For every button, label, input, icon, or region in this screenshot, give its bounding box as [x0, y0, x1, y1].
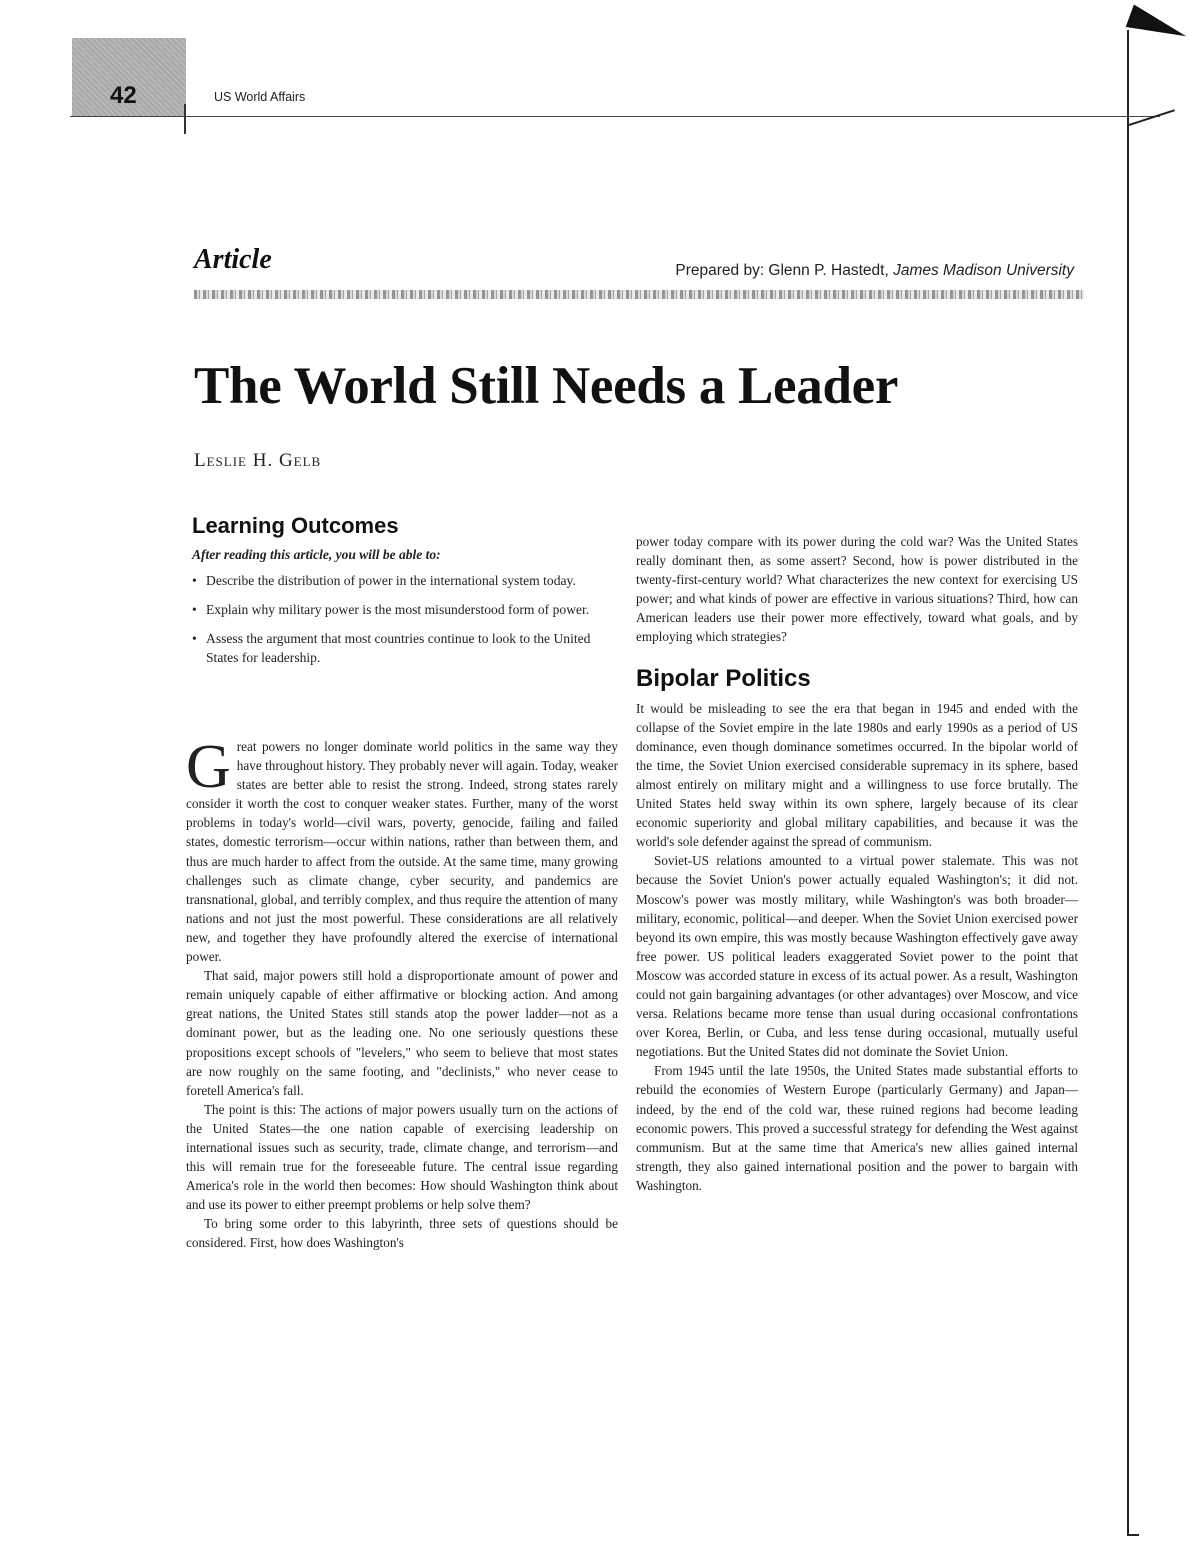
page-number: 42	[110, 82, 137, 109]
left-column	[186, 513, 618, 1253]
bullet-icon: •	[192, 631, 197, 646]
bullet-icon: •	[192, 602, 197, 617]
bullet-icon: •	[192, 573, 197, 588]
header-rule	[70, 116, 1160, 117]
bipolar-paragraph-2: Soviet-US relations amounted to a virtual power stalemate. This was not because the Soviet Union's power actually equaled Washington's; it did not. Moscow's power was mostly military, while Washington's was both broader—military, economic, political—and deeper. When the Soviet Union exercised power beyond its own empire, this was mostly because Washington effectively gave away free power. US political leaders exaggerated Soviet power to the point that Moscow was accorded stature in excess of its actual power. As a result, Washington could not gain bargaining advantages (or other advantages) over Moscow, and vice versa. Relations became more tense than usual during occasional confrontations over Korea, Berlin, or Cuba, and less tense during occasional, mutually useful negotiations. But the United States did not dominate the Soviet Union.	[636, 853, 1078, 1060]
body-paragraph-4-continued: power today compare with its power during the cold war? Was the United States really dominant then, as some assert? Second, how is power distributed in the twenty-first-century world? What characterizes the new context for exercising US power; and what kinds of power are effective in various situations? Third, how can American leaders use their power more effectively, toward what goals, and by employing which strategies?	[636, 534, 1078, 645]
prepared-by-institution: James Madison University	[893, 262, 1074, 279]
header-tick	[184, 104, 186, 134]
learning-outcomes-list	[186, 571, 618, 667]
body-paragraph-2: That said, major powers still hold a disproportionate amount of power and remain uniquely capable of either affirmative or blocking action. And among great nations, the United States still stands atop the power ladder—not as a dominant power, but as the leading one. No one seriously questions these propositions except schools of "levelers," who seem to believe that most states are now roughly on the same footing, and "declinists," who never cease to foretell America's fall.	[186, 968, 618, 1098]
body-paragraph-3: The point is this: The actions of major powers usually turn on the actions of the United States—the one nation capable of exercising leadership on international issues such as security, trade, climate change, and terrorism—and this will remain true for the foreseeable future. The central issue regarding America's role in the world then becomes: How should Washington think about and use its power to either preempt problems or help solve them?	[186, 1101, 618, 1213]
list-item-text: Explain why military power is the most misunderstood form of power.	[206, 602, 590, 617]
article-label: Article	[194, 244, 272, 275]
corner-mark-icon	[1126, 4, 1191, 47]
page-edge-diagonal	[1129, 109, 1175, 126]
bipolar-paragraph-3: From 1945 until the late 1950s, the United States made substantial efforts to rebuild the economies of Western Europe (particularly Germany) and Japan—indeed, by the end of the cold war, these ruined regions had become leading economic powers. This proved a successful strategy for defending the West against communism. But at the same time that America's new allies gained internal strength, they also gained international position and the power to bargain with Washington.	[636, 1063, 1078, 1193]
page-title: The World Still Needs a Leader	[194, 357, 899, 415]
body-paragraph-1-text: reat powers no longer dominate world politics in the same way they have throughout history. They probably never will again. Today, weaker states are better able to resist the strong. Indeed, strong states rarely consider it worth the cost to conquer weaker states. Further, many of the worst problems in today's world—civil wars, poverty, genocide, failing and failed states, domestic terrorism—occur within nations, rather than between them, and thus are much harder to affect from the outside. At the same time, many growing challenges such as climate change, cyber security, and pandemics are transnational, global, and terribly complex, and thus require the attention of many nations and not just the most powerful. These considerations are all relatively new, and together they have profoundly altered the exercise of international power.	[186, 739, 618, 965]
prepared-by	[675, 262, 1074, 280]
page-edge-line	[1127, 30, 1129, 1535]
learning-outcomes-title: Learning Outcomes	[192, 513, 399, 538]
author-byline: Leslie H. Gelb	[194, 450, 322, 471]
list-item	[192, 571, 618, 590]
bipolar-politics-title: Bipolar Politics	[636, 664, 811, 692]
list-item	[192, 629, 618, 667]
page-edge-foot	[1127, 1534, 1139, 1536]
body-paragraph-1	[186, 733, 618, 966]
body-paragraph-4: To bring some order to this labyrinth, three sets of questions should be considered. First, how does Washington's	[186, 1216, 618, 1251]
drop-cap: G	[186, 733, 231, 801]
running-head: US World Affairs	[214, 90, 306, 104]
list-item-text: Assess the argument that most countries continue to look to the United States for leadership.	[206, 631, 591, 665]
list-item	[192, 600, 618, 619]
list-item-text: Describe the distribution of power in the international system today.	[206, 573, 576, 588]
article-rule	[194, 290, 1084, 299]
right-column	[636, 532, 1078, 1195]
bipolar-paragraph-1: It would be misleading to see the era that began in 1945 and ended with the collapse of the Soviet empire in the late 1980s and early 1990s as a period of US dominance, even though dominance sometimes occurred. In the bipolar world of the time, the Soviet Union exercised considerable supremacy in its sphere, based almost entirely on military might and a willingness to use force brutally. The United States held sway within its own sphere, largely because of its clear economic superiority and global military capabilities, and because it was the world's sole defender against the spread of communism.	[636, 700, 1078, 850]
learning-outcomes-intro: After reading this article, you will be able to:	[192, 547, 441, 562]
prepared-by-name: Prepared by: Glenn P. Hastedt,	[675, 262, 889, 279]
